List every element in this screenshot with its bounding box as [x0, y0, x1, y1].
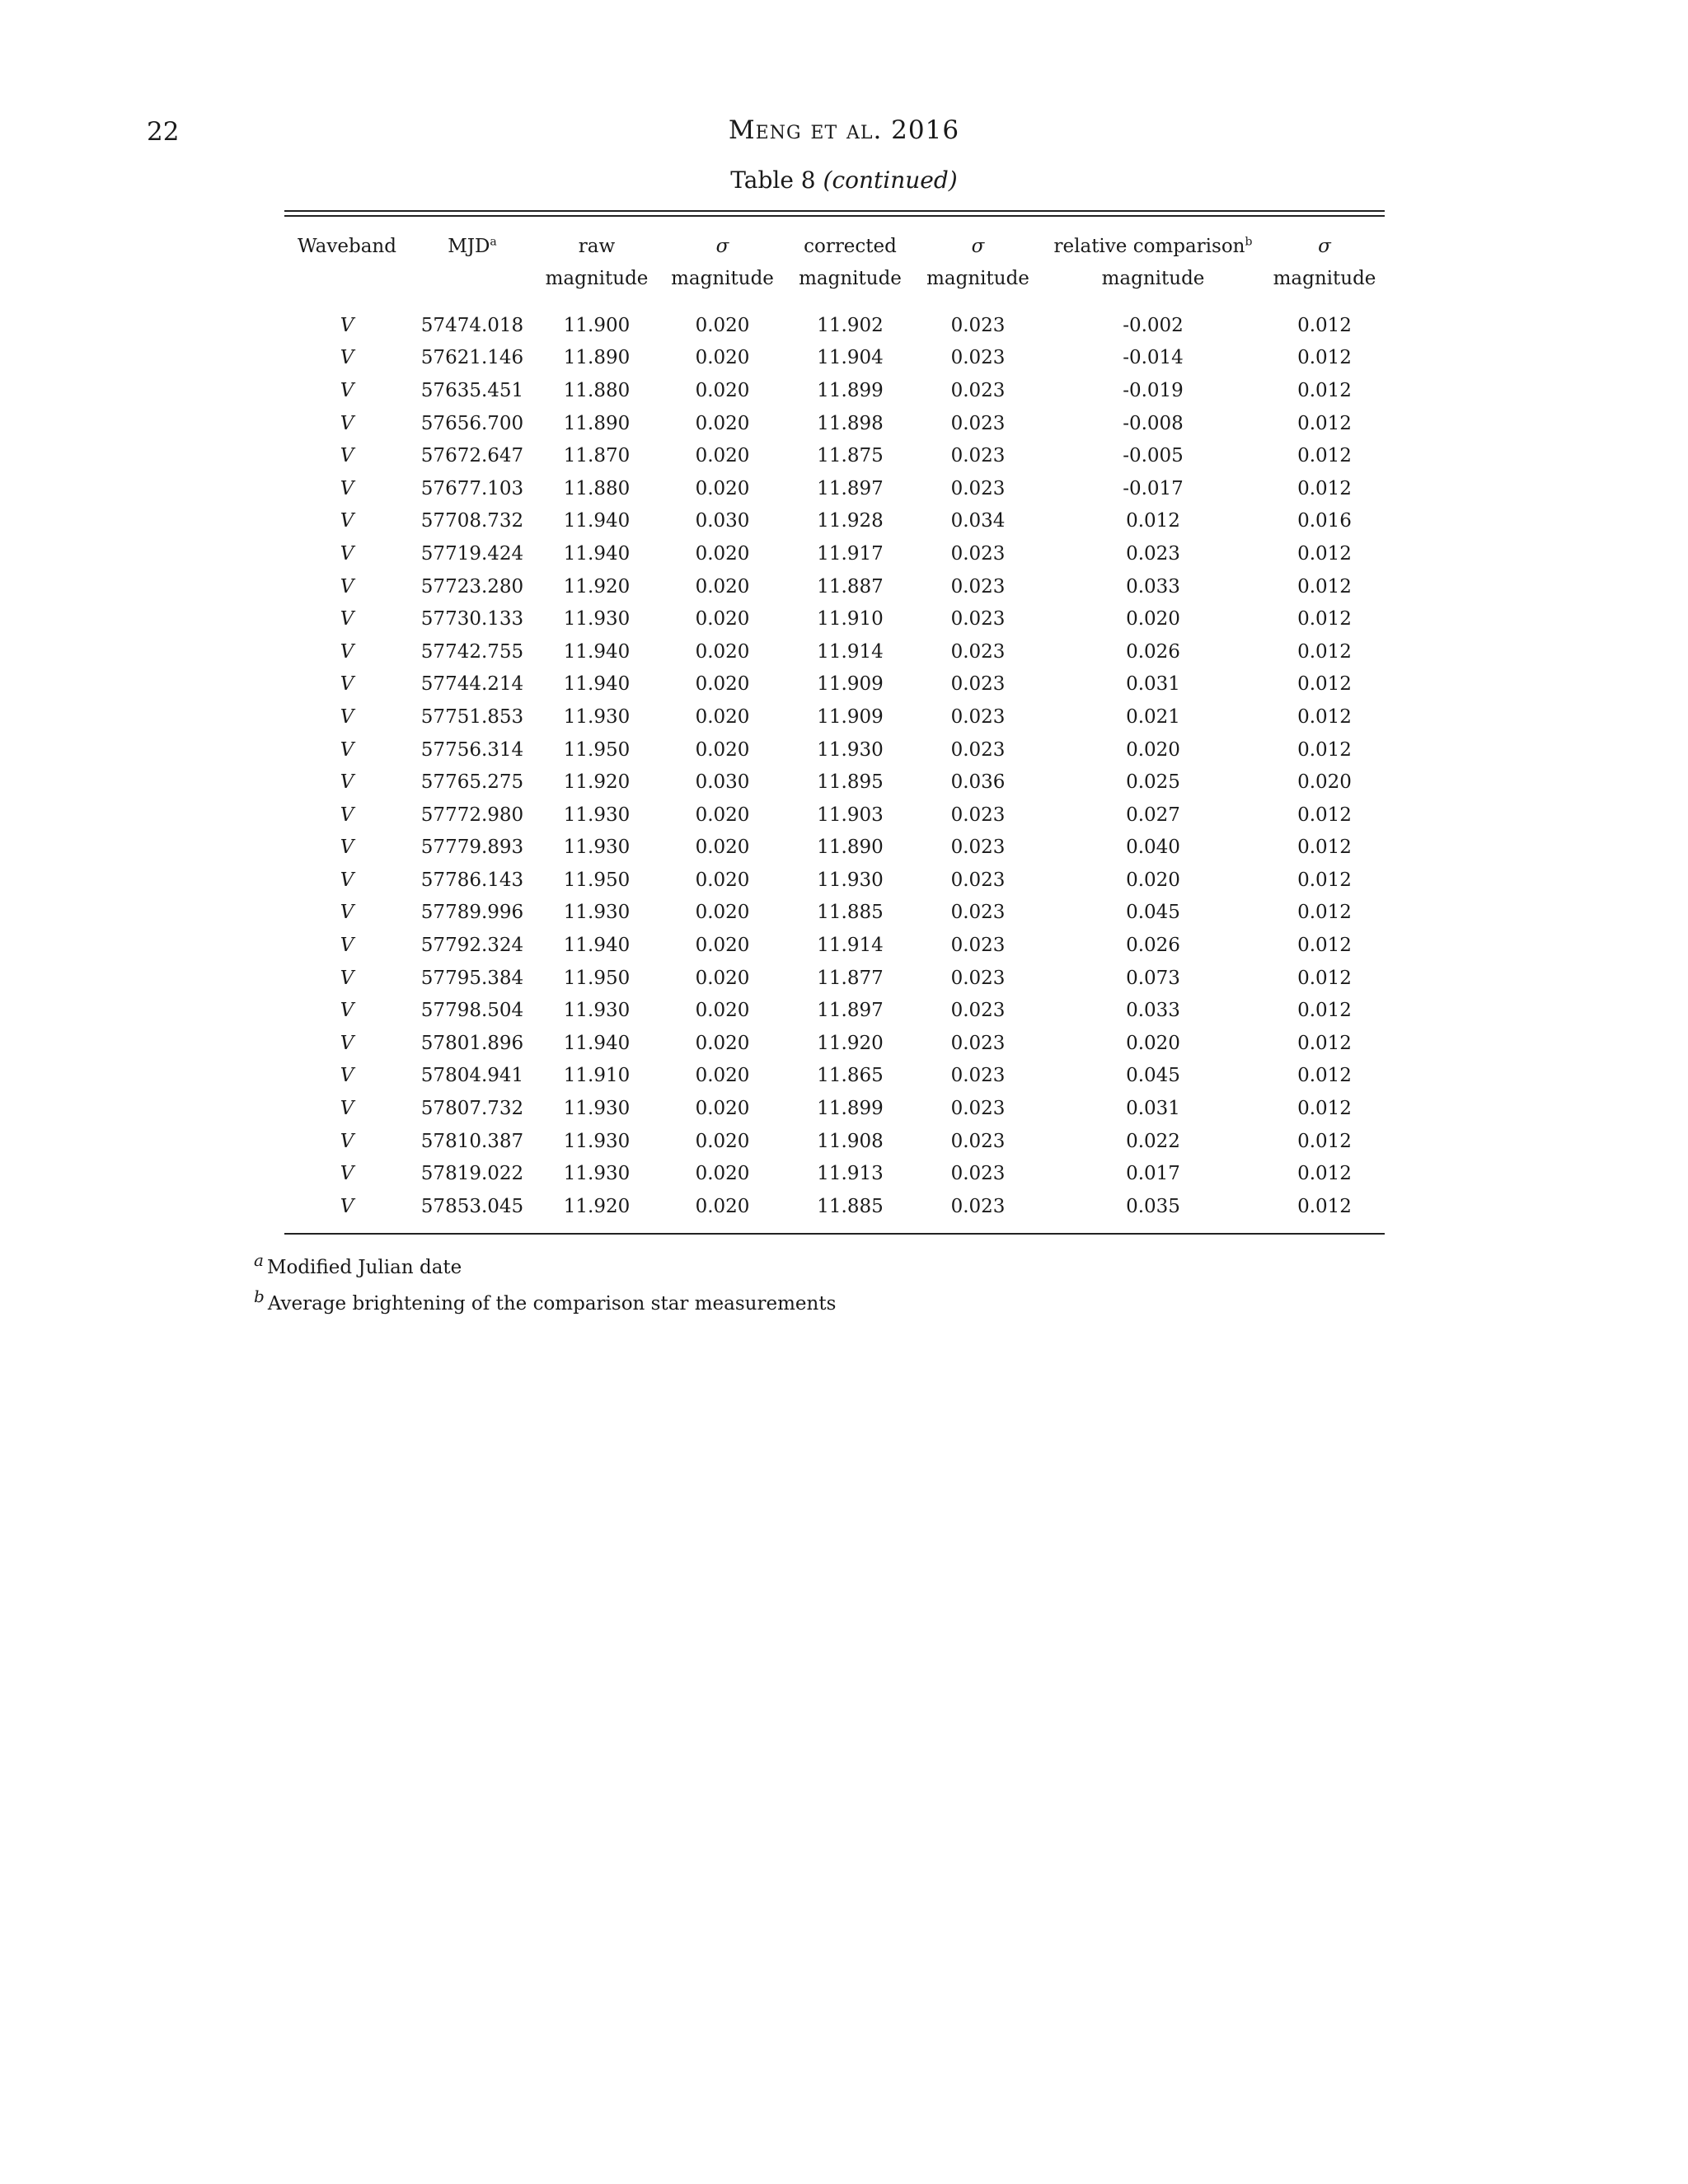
sigma-raw-cell: 0.020 [695, 477, 750, 499]
sigma-relative-cell: 0.012 [1297, 1065, 1352, 1087]
table-row [284, 962, 1385, 995]
relative-comparison-cell: 0.033 [1126, 575, 1180, 598]
corrected-magnitude-cell: 11.899 [817, 379, 884, 401]
corrected-magnitude-cell: 11.897 [817, 1000, 884, 1022]
footnote-b-text: Average brightening of the comparison star measurements [267, 1293, 837, 1315]
table-row [284, 505, 1385, 538]
corrected-magnitude-cell: 11.885 [817, 902, 884, 924]
sigma-corrected-cell: 0.023 [950, 869, 1006, 891]
table-row [284, 374, 1385, 407]
relative-comparison-cell: 0.045 [1126, 902, 1180, 924]
sigma-corrected-cell: 0.023 [950, 412, 1006, 434]
sigma-corrected-cell: 0.023 [950, 640, 1006, 663]
header-sigma-relative: σ [1318, 235, 1331, 257]
waveband-cell: V [340, 967, 354, 989]
relative-comparison-cell: -0.008 [1123, 412, 1184, 434]
table-footnotes [254, 1250, 837, 1329]
sigma-corrected-cell: 0.023 [950, 738, 1006, 761]
table-row [284, 1157, 1385, 1190]
waveband-cell: V [340, 673, 354, 696]
header-mjd [410, 217, 535, 262]
raw-magnitude-cell: 11.880 [563, 477, 631, 499]
sigma-raw-cell: 0.020 [695, 869, 750, 891]
waveband-cell: V [340, 738, 354, 761]
header-corrected: corrected [804, 235, 897, 257]
corrected-magnitude-cell: 11.928 [817, 510, 884, 532]
corrected-magnitude-cell: 11.930 [817, 738, 884, 761]
relative-comparison-cell: 0.026 [1126, 640, 1180, 663]
raw-magnitude-cell: 11.930 [563, 902, 631, 924]
sigma-relative-cell: 0.012 [1297, 935, 1352, 957]
sigma-relative-cell: 0.012 [1297, 1130, 1352, 1152]
corrected-magnitude-cell: 11.909 [817, 673, 884, 696]
raw-magnitude-cell: 11.950 [563, 967, 631, 989]
relative-comparison-cell: -0.019 [1123, 379, 1184, 401]
raw-magnitude-cell: 11.880 [563, 379, 631, 401]
raw-magnitude-cell: 11.900 [563, 314, 631, 336]
sigma-relative-cell: 0.012 [1297, 640, 1352, 663]
raw-magnitude-cell: 11.930 [563, 1130, 631, 1152]
mjd-cell: 57807.732 [420, 1098, 524, 1120]
sigma-corrected-cell: 0.023 [950, 967, 1006, 989]
raw-magnitude-cell: 11.920 [563, 575, 631, 598]
table-row [284, 701, 1385, 733]
table-row [284, 897, 1385, 930]
raw-magnitude-cell: 11.950 [563, 738, 631, 761]
header-raw: raw [578, 235, 616, 257]
waveband-cell: V [340, 412, 354, 434]
table-caption-label: Table 8 [730, 166, 816, 194]
sigma-raw-cell: 0.020 [695, 935, 750, 957]
waveband-cell: V [340, 837, 354, 859]
corrected-magnitude-cell: 11.865 [817, 1065, 884, 1087]
relative-comparison-cell: 0.035 [1126, 1195, 1180, 1217]
sigma-raw-cell: 0.020 [695, 1163, 750, 1185]
header2-raw-unit: magnitude [545, 267, 649, 289]
header-sigma-corrected: σ [971, 235, 985, 257]
sigma-corrected-cell: 0.036 [950, 771, 1006, 794]
sigma-raw-cell: 0.020 [695, 804, 750, 826]
sigma-relative-cell: 0.012 [1297, 1098, 1352, 1120]
header2-relative-unit: magnitude [1101, 267, 1205, 289]
relative-comparison-cell: 0.020 [1126, 869, 1180, 891]
header-sigma-raw: σ [715, 235, 729, 257]
sigma-raw-cell: 0.020 [695, 412, 750, 434]
waveband-cell: V [340, 575, 354, 598]
corrected-magnitude-cell: 11.890 [817, 837, 884, 859]
data-table-container [284, 210, 1385, 1235]
mjd-cell: 57719.424 [420, 542, 524, 565]
sigma-relative-cell: 0.012 [1297, 1163, 1352, 1185]
header2-sigma-corrected-unit: magnitude [926, 267, 1029, 289]
mjd-cell: 57723.280 [420, 575, 524, 598]
sigma-raw-cell: 0.020 [695, 673, 750, 696]
waveband-cell: V [340, 1065, 354, 1087]
running-head: Meng et al. 2016 [728, 115, 960, 145]
sigma-raw-cell: 0.020 [695, 379, 750, 401]
relative-comparison-cell: 0.073 [1126, 967, 1180, 989]
sigma-relative-cell: 0.012 [1297, 837, 1352, 859]
footnote-a-text: Modified Julian date [266, 1257, 462, 1278]
sigma-raw-cell: 0.020 [695, 640, 750, 663]
sigma-raw-cell: 0.020 [695, 608, 750, 630]
waveband-cell: V [340, 1032, 354, 1054]
relative-comparison-cell: 0.040 [1126, 837, 1180, 859]
raw-magnitude-cell: 11.940 [563, 935, 631, 957]
sigma-corrected-cell: 0.023 [950, 1032, 1006, 1054]
relative-comparison-cell: 0.020 [1126, 608, 1180, 630]
sigma-relative-cell: 0.012 [1297, 902, 1352, 924]
footnote-a [254, 1250, 836, 1278]
mjd-cell: 57672.647 [420, 445, 524, 467]
sigma-relative-cell: 0.012 [1297, 1000, 1352, 1022]
sigma-relative-cell: 0.012 [1297, 738, 1352, 761]
sigma-corrected-cell: 0.023 [950, 673, 1006, 696]
corrected-magnitude-cell: 11.913 [817, 1163, 884, 1185]
relative-comparison-cell: 0.020 [1126, 1032, 1180, 1054]
sigma-raw-cell: 0.020 [695, 347, 750, 369]
mjd-cell: 57819.022 [420, 1163, 524, 1185]
raw-magnitude-cell: 11.940 [563, 542, 631, 565]
sigma-raw-cell: 0.020 [695, 1065, 750, 1087]
top-double-rule [284, 210, 1385, 217]
sigma-relative-cell: 0.012 [1297, 804, 1352, 826]
waveband-cell: V [340, 902, 354, 924]
sigma-relative-cell: 0.012 [1297, 314, 1352, 336]
sigma-raw-cell: 0.020 [695, 1195, 750, 1217]
relative-comparison-cell: 0.023 [1126, 542, 1180, 565]
sigma-raw-cell: 0.020 [695, 967, 750, 989]
corrected-magnitude-cell: 11.887 [817, 575, 884, 598]
header-relative-comparison [1042, 217, 1264, 262]
mjd-cell: 57621.146 [420, 347, 524, 369]
mjd-cell: 57742.755 [420, 640, 524, 663]
header2-corrected-unit: magnitude [799, 267, 902, 289]
waveband-cell: V [340, 608, 354, 630]
relative-comparison-cell: 0.026 [1126, 935, 1180, 957]
corrected-magnitude-cell: 11.877 [817, 967, 884, 989]
sigma-corrected-cell: 0.023 [950, 1163, 1006, 1185]
corrected-magnitude-cell: 11.875 [817, 445, 884, 467]
mjd-cell: 57677.103 [420, 477, 524, 499]
mjd-cell: 57474.018 [420, 314, 524, 336]
sigma-raw-cell: 0.020 [695, 575, 750, 598]
corrected-magnitude-cell: 11.930 [817, 869, 884, 891]
header2-mjd [410, 262, 535, 302]
footnote-a-mark: a [254, 1250, 264, 1271]
sigma-raw-cell: 0.020 [695, 1032, 750, 1054]
sigma-relative-cell: 0.012 [1297, 542, 1352, 565]
corrected-magnitude-cell: 11.895 [817, 771, 884, 794]
relative-comparison-cell: -0.014 [1123, 347, 1184, 369]
sigma-corrected-cell: 0.023 [950, 314, 1006, 336]
waveband-cell: V [340, 640, 354, 663]
waveband-cell: V [340, 314, 354, 336]
sigma-corrected-cell: 0.023 [950, 379, 1006, 401]
sigma-corrected-cell: 0.023 [950, 477, 1006, 499]
sigma-corrected-cell: 0.023 [950, 542, 1006, 565]
sigma-relative-cell: 0.012 [1297, 477, 1352, 499]
corrected-magnitude-cell: 11.914 [817, 640, 884, 663]
sigma-relative-cell: 0.012 [1297, 445, 1352, 467]
raw-magnitude-cell: 11.940 [563, 640, 631, 663]
sigma-corrected-cell: 0.023 [950, 1195, 1006, 1217]
mjd-cell: 57779.893 [420, 837, 524, 859]
waveband-cell: V [340, 804, 354, 826]
raw-magnitude-cell: 11.940 [563, 1032, 631, 1054]
waveband-cell: V [340, 1098, 354, 1120]
mjd-cell: 57795.384 [420, 967, 524, 989]
table-row [284, 994, 1385, 1027]
header-mjd-label: MJD [448, 235, 490, 257]
sigma-raw-cell: 0.030 [695, 510, 750, 532]
photometry-table [284, 217, 1385, 1233]
relative-comparison-cell: 0.031 [1126, 1098, 1180, 1120]
table-row [284, 570, 1385, 603]
table-row [284, 733, 1385, 766]
raw-magnitude-cell: 11.890 [563, 412, 631, 434]
bottom-rule [284, 1233, 1385, 1235]
waveband-cell: V [340, 1000, 354, 1022]
sigma-raw-cell: 0.020 [695, 542, 750, 565]
raw-magnitude-cell: 11.930 [563, 1098, 631, 1120]
waveband-cell: V [340, 705, 354, 728]
relative-comparison-cell: -0.017 [1123, 477, 1184, 499]
table-row [284, 302, 1385, 342]
table-row [284, 602, 1385, 635]
sigma-raw-cell: 0.020 [695, 314, 750, 336]
sigma-corrected-cell: 0.023 [950, 935, 1006, 957]
sigma-raw-cell: 0.020 [695, 705, 750, 728]
table-row [284, 864, 1385, 897]
table-row [284, 439, 1385, 472]
footnote-b-mark: b [254, 1286, 265, 1307]
sigma-corrected-cell: 0.023 [950, 705, 1006, 728]
raw-magnitude-cell: 11.870 [563, 445, 631, 467]
sigma-relative-cell: 0.012 [1297, 967, 1352, 989]
waveband-cell: V [340, 935, 354, 957]
table-body [284, 302, 1385, 1233]
header-relative-footnote-mark: b [1245, 234, 1253, 248]
page-number: 22 [147, 117, 180, 147]
table-row [284, 929, 1385, 962]
table-row [284, 668, 1385, 701]
header2-sigma-relative-unit: magnitude [1273, 267, 1376, 289]
sigma-corrected-cell: 0.023 [950, 575, 1006, 598]
relative-comparison-cell: 0.025 [1126, 771, 1180, 794]
sigma-raw-cell: 0.020 [695, 902, 750, 924]
raw-magnitude-cell: 11.890 [563, 347, 631, 369]
sigma-relative-cell: 0.020 [1297, 771, 1352, 794]
sigma-corrected-cell: 0.023 [950, 1065, 1006, 1087]
mjd-cell: 57804.941 [420, 1065, 524, 1087]
waveband-cell: V [340, 771, 354, 794]
raw-magnitude-cell: 11.930 [563, 705, 631, 728]
relative-comparison-cell: 0.017 [1126, 1163, 1180, 1185]
raw-magnitude-cell: 11.920 [563, 771, 631, 794]
sigma-relative-cell: 0.012 [1297, 1032, 1352, 1054]
table-caption [0, 166, 1688, 194]
waveband-cell: V [340, 869, 354, 891]
waveband-cell: V [340, 1130, 354, 1152]
mjd-cell: 57656.700 [420, 412, 524, 434]
footnote-b [254, 1286, 837, 1315]
mjd-cell: 57730.133 [420, 608, 524, 630]
header-relative-label: relative comparison [1053, 235, 1245, 257]
corrected-magnitude-cell: 11.885 [817, 1195, 884, 1217]
raw-magnitude-cell: 11.940 [563, 510, 631, 532]
waveband-cell: V [340, 477, 354, 499]
corrected-magnitude-cell: 11.899 [817, 1098, 884, 1120]
table-row [284, 635, 1385, 668]
corrected-magnitude-cell: 11.920 [817, 1032, 884, 1054]
relative-comparison-cell: 0.020 [1126, 738, 1180, 761]
sigma-relative-cell: 0.012 [1297, 347, 1352, 369]
corrected-magnitude-cell: 11.908 [817, 1130, 884, 1152]
raw-magnitude-cell: 11.930 [563, 1000, 631, 1022]
sigma-corrected-cell: 0.023 [950, 1098, 1006, 1120]
relative-comparison-cell: -0.002 [1123, 314, 1184, 336]
corrected-magnitude-cell: 11.909 [817, 705, 884, 728]
mjd-cell: 57798.504 [420, 1000, 524, 1022]
raw-magnitude-cell: 11.920 [563, 1195, 631, 1217]
waveband-cell: V [340, 542, 354, 565]
table-row [284, 832, 1385, 865]
sigma-relative-cell: 0.016 [1297, 510, 1352, 532]
raw-magnitude-cell: 11.950 [563, 869, 631, 891]
raw-magnitude-cell: 11.930 [563, 608, 631, 630]
mjd-cell: 57772.980 [420, 804, 524, 826]
sigma-corrected-cell: 0.034 [950, 510, 1006, 532]
mjd-cell: 57708.732 [420, 510, 524, 532]
waveband-cell: V [340, 1163, 354, 1185]
waveband-cell: V [340, 1195, 354, 1217]
header2-waveband [284, 262, 410, 302]
corrected-magnitude-cell: 11.917 [817, 542, 884, 565]
table-row [284, 472, 1385, 505]
sigma-raw-cell: 0.020 [695, 837, 750, 859]
sigma-corrected-cell: 0.023 [950, 445, 1006, 467]
sigma-corrected-cell: 0.023 [950, 804, 1006, 826]
sigma-raw-cell: 0.030 [695, 771, 750, 794]
sigma-corrected-cell: 0.023 [950, 347, 1006, 369]
raw-magnitude-cell: 11.930 [563, 837, 631, 859]
mjd-cell: 57765.275 [420, 771, 524, 794]
sigma-corrected-cell: 0.023 [950, 608, 1006, 630]
mjd-cell: 57744.214 [420, 673, 524, 696]
sigma-raw-cell: 0.020 [695, 1000, 750, 1022]
table-row [284, 766, 1385, 799]
table-row [284, 1125, 1385, 1158]
table-row [284, 537, 1385, 570]
sigma-relative-cell: 0.012 [1297, 379, 1352, 401]
mjd-cell: 57810.387 [420, 1130, 524, 1152]
sigma-raw-cell: 0.020 [695, 1098, 750, 1120]
relative-comparison-cell: 0.033 [1126, 1000, 1180, 1022]
relative-comparison-cell: -0.005 [1123, 445, 1184, 467]
relative-comparison-cell: 0.027 [1126, 804, 1180, 826]
table-row [284, 1190, 1385, 1233]
sigma-relative-cell: 0.012 [1297, 412, 1352, 434]
mjd-cell: 57853.045 [420, 1195, 524, 1217]
waveband-cell: V [340, 510, 354, 532]
relative-comparison-cell: 0.012 [1126, 510, 1180, 532]
sigma-raw-cell: 0.020 [695, 445, 750, 467]
corrected-magnitude-cell: 11.897 [817, 477, 884, 499]
table-row [284, 1027, 1385, 1060]
table-row [284, 407, 1385, 440]
corrected-magnitude-cell: 11.914 [817, 935, 884, 957]
raw-magnitude-cell: 11.910 [563, 1065, 631, 1087]
corrected-magnitude-cell: 11.904 [817, 347, 884, 369]
mjd-cell: 57756.314 [420, 738, 524, 761]
sigma-raw-cell: 0.020 [695, 738, 750, 761]
relative-comparison-cell: 0.021 [1126, 705, 1180, 728]
table-row [284, 1092, 1385, 1125]
corrected-magnitude-cell: 11.902 [817, 314, 884, 336]
table-row [284, 799, 1385, 832]
table-header [284, 217, 1385, 302]
corrected-magnitude-cell: 11.910 [817, 608, 884, 630]
header2-sigma-raw-unit: magnitude [671, 267, 774, 289]
relative-comparison-cell: 0.045 [1126, 1065, 1180, 1087]
table-caption-suffix: (continued) [823, 166, 958, 194]
table-row [284, 342, 1385, 375]
mjd-cell: 57751.853 [420, 705, 524, 728]
header-waveband: Waveband [298, 235, 396, 257]
corrected-magnitude-cell: 11.898 [817, 412, 884, 434]
relative-comparison-cell: 0.022 [1126, 1130, 1180, 1152]
sigma-corrected-cell: 0.023 [950, 1130, 1006, 1152]
sigma-relative-cell: 0.012 [1297, 608, 1352, 630]
sigma-corrected-cell: 0.023 [950, 837, 1006, 859]
sigma-relative-cell: 0.012 [1297, 1195, 1352, 1217]
sigma-relative-cell: 0.012 [1297, 705, 1352, 728]
waveband-cell: V [340, 379, 354, 401]
sigma-corrected-cell: 0.023 [950, 1000, 1006, 1022]
waveband-cell: V [340, 347, 354, 369]
sigma-relative-cell: 0.012 [1297, 575, 1352, 598]
mjd-cell: 57786.143 [420, 869, 524, 891]
raw-magnitude-cell: 11.930 [563, 804, 631, 826]
mjd-cell: 57635.451 [420, 379, 524, 401]
corrected-magnitude-cell: 11.903 [817, 804, 884, 826]
header-mjd-footnote-mark: a [490, 234, 497, 248]
sigma-relative-cell: 0.012 [1297, 673, 1352, 696]
raw-magnitude-cell: 11.930 [563, 1163, 631, 1185]
sigma-raw-cell: 0.020 [695, 1130, 750, 1152]
mjd-cell: 57789.996 [420, 902, 524, 924]
relative-comparison-cell: 0.031 [1126, 673, 1180, 696]
table-row [284, 1060, 1385, 1093]
sigma-corrected-cell: 0.023 [950, 902, 1006, 924]
sigma-relative-cell: 0.012 [1297, 869, 1352, 891]
raw-magnitude-cell: 11.940 [563, 673, 631, 696]
mjd-cell: 57801.896 [420, 1032, 524, 1054]
waveband-cell: V [340, 445, 354, 467]
mjd-cell: 57792.324 [420, 935, 524, 957]
